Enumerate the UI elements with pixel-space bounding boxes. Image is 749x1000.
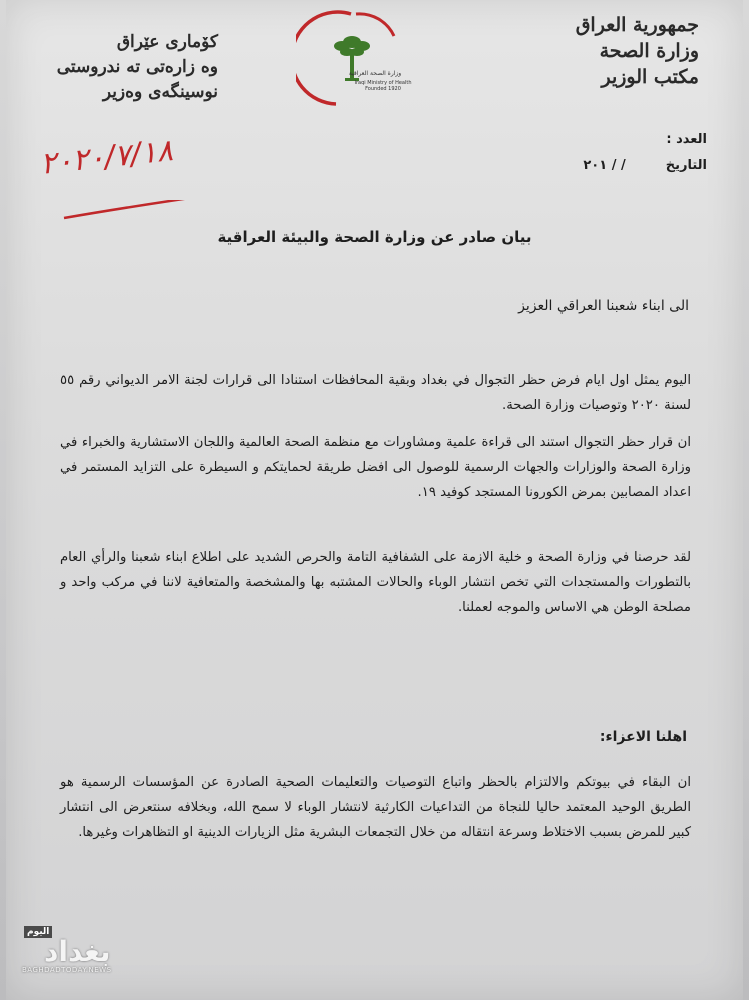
header-kurdish: [38, 30, 218, 105]
header-ministry: وزارة الصحة: [599, 40, 699, 62]
subheading: اهلنا الاعزاء:: [599, 729, 687, 745]
logo-arabic-text: وزارة الصحة العراقية: [348, 70, 402, 77]
date-blank: / / ٢٠١: [583, 158, 626, 173]
number-label: العدد :: [666, 132, 707, 147]
handwritten-date: ٢٠٢٠/٧/١٨: [38, 133, 175, 182]
header-office: مكتب الوزير: [601, 66, 699, 88]
paragraph-4: ان البقاء في بيوتكم والالتزام بالحظر واتباع التوصيات والتعليمات الصحية الصادرة عن المؤسسات الرسمية هو الطريق الوحيد المعتمد حاليا للنجاة من التداعيات الكارثية لانتشار الوباء لا سمح الله، وبخلافه سنتعرض الى انتشار كبير للمرض بسبب الاختلاط وسرعة انتقاله من خلال التجمعات البشرية مثل الزيارات الدينية او التظاهرات وغيرها.: [60, 775, 691, 840]
watermark-url: BAGHDADTODAY.NEWS: [22, 966, 112, 974]
header-country: جمهورية العراق: [575, 14, 699, 36]
header-arabic: [499, 12, 699, 90]
watermark-logo: بغداد: [44, 935, 111, 968]
header-kurdish-ministry: وه زارەتی تە ندروستی: [56, 57, 218, 77]
document-title: بيان صادر عن وزارة الصحة والبيئة العراقية: [217, 228, 532, 246]
watermark-top: اليوم: [24, 926, 52, 938]
red-underline: [62, 200, 202, 230]
ministry-logo-icon: [296, 8, 416, 108]
salutation: الى ابناء شعبنا العراقي العزيز: [518, 298, 689, 314]
logo-english-line-1: Iraqi Ministry of Health: [354, 80, 412, 86]
paragraph-1: اليوم يمثل اول ايام فرض حظر التجوال في بغداد وبقية المحافظات استنادا الى قرارات لجنة الامر الديواني رقم ٥٥ لسنة ٢٠٢٠ وتوصيات وزارة الصحة.: [60, 373, 691, 413]
logo-english-line-2: Founded 1920: [365, 86, 401, 92]
logo-english-text: [343, 80, 423, 92]
paragraph-2: ان قرار حظر التجوال استند الى قراءة علمية ومشاورات مع منظمة الصحة العالمية واللجان الاستشارية والخبراء في وزارة الصحة والوزارات والجهات الرسمية للوصول الى افضل طريقة لحمايتكم و السيطرة على التزايد المستمر في اعداد المصابين بمرض الكورونا المستجد كوفيد ١٩.: [60, 435, 691, 500]
paragraph-3: لقد حرصنا في وزارة الصحة و خلية الازمة على الشفافية التامة والحرص الشديد على اطلاع ابناء شعبنا والرأي العام بالتطورات والمستجدات التي تخص انتشار الوباء والحالات المشتبه بها والمشخصة والمتعافية لاننا في مركب واحد و مصلحة الوطن هي الاساس والموجه لعملنا.: [60, 550, 691, 615]
date-label: التاريخ: [665, 158, 707, 173]
header-kurdish-office: نوسینگەی وەزیر: [102, 82, 218, 102]
date-row: [583, 158, 707, 173]
header-kurdish-country: كۆماری عێراق: [116, 32, 218, 52]
